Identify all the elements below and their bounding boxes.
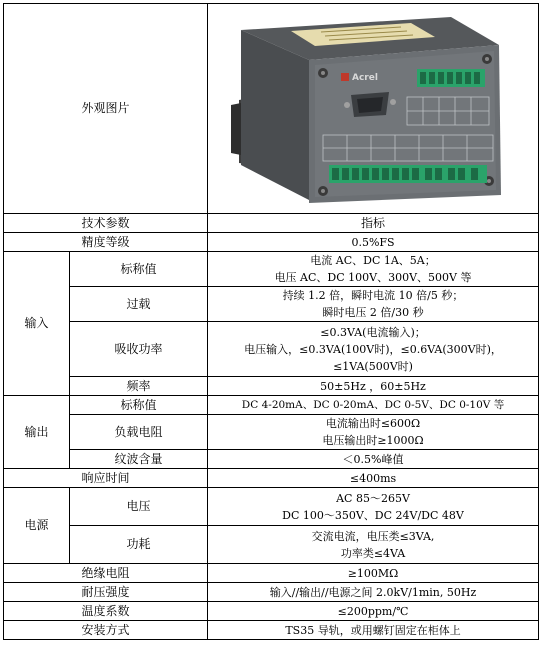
supply-group-label: 电源 [4, 488, 70, 564]
row-withstand [4, 583, 539, 602]
row-photo [4, 4, 539, 214]
row-accuracy [4, 233, 539, 252]
insulation-value: ≥100MΩ [208, 564, 539, 583]
input-overload-label: 过载 [70, 287, 208, 322]
device-image [211, 5, 536, 212]
input-power-line1: ≤0.3VA(电流输入)； [320, 325, 426, 339]
row-temp [4, 602, 539, 621]
input-power-value [208, 322, 539, 377]
row-supply-consumption [4, 526, 539, 564]
output-ripple-value: ＜0.5%峰值 [208, 450, 539, 469]
row-mounting [4, 621, 539, 640]
input-nominal-line2: 电压 AC、DC 100V、300V、500V 等 [274, 271, 472, 284]
output-load-line1: 电流输出时≤600Ω [325, 417, 421, 430]
output-ripple-label: 纹波含量 [70, 450, 208, 469]
accuracy-value: 0.5%FS [208, 233, 539, 252]
header-spec: 指标 [208, 214, 539, 233]
product-photo-cell [208, 4, 539, 214]
supply-voltage-value [208, 488, 539, 526]
temp-value: ≤200ppm/℃ [208, 602, 539, 621]
row-output-nominal [4, 396, 539, 415]
product-photo [211, 5, 536, 212]
response-label: 响应时间 [4, 469, 208, 488]
row-response [4, 469, 539, 488]
row-output-load [4, 415, 539, 450]
row-input-power [4, 322, 539, 377]
input-nominal-line1: 电流 AC、DC 1A、5A； [310, 254, 436, 267]
insulation-label: 绝缘电阻 [4, 564, 208, 583]
row-insulation [4, 564, 539, 583]
temp-label: 温度系数 [4, 602, 208, 621]
input-overload-line2: 瞬时电压 2 倍/30 秒 [322, 306, 424, 319]
supply-voltage-label: 电压 [70, 488, 208, 526]
row-input-nominal [4, 252, 539, 287]
accuracy-label: 精度等级 [4, 233, 208, 252]
supply-voltage-line1: AC 85～265V [336, 491, 410, 505]
input-frequency-label: 频率 [70, 377, 208, 396]
output-load-line2: 电压输出时≥1000Ω [322, 434, 424, 447]
output-group-label: 输出 [4, 396, 70, 469]
withstand-value: 输入//输出//电源之间 2.0kV/1min, 50Hz [208, 583, 539, 602]
input-frequency-value: 50±5Hz ，60±5Hz [208, 377, 539, 396]
header-param: 技术参数 [4, 214, 208, 233]
spec-table [3, 3, 539, 640]
input-power-line2: 电压输入，≤0.3VA(100V时)，≤0.6VA(300V时)， [244, 342, 502, 356]
supply-consumption-line2: 功率类≤4VA [340, 546, 406, 560]
input-power-label: 吸收功率 [70, 322, 208, 377]
response-value: ≤400ms [208, 469, 539, 488]
photo-label: 外观图片 [4, 4, 208, 214]
input-nominal-label: 标称值 [70, 252, 208, 287]
row-input-frequency [4, 377, 539, 396]
supply-consumption-value [208, 526, 539, 564]
output-nominal-label: 标称值 [70, 396, 208, 415]
supply-consumption-label: 功耗 [70, 526, 208, 564]
supply-consumption-line1: 交流电流，电压类≤3VA, [311, 529, 435, 543]
output-nominal-value: DC 4-20mA、DC 0-20mA、DC 0-5V、DC 0-10V 等 [208, 396, 539, 415]
row-header [4, 214, 539, 233]
input-overload-line1: 持续 1.2 倍，瞬时电流 10 倍/5 秒； [282, 289, 464, 302]
input-power-line3: ≤1VA(500V时) [333, 359, 413, 373]
supply-voltage-line2: DC 100～350V、DC 24V/DC 48V [282, 508, 464, 522]
row-supply-voltage [4, 488, 539, 526]
output-load-value [208, 415, 539, 450]
input-overload-value [208, 287, 539, 322]
output-load-label: 负载电阻 [70, 415, 208, 450]
mounting-value: TS35 导轨，或用螺钉固定在柜体上 [208, 621, 539, 640]
mounting-label: 安装方式 [4, 621, 208, 640]
row-input-overload [4, 287, 539, 322]
withstand-label: 耐压强度 [4, 583, 208, 602]
row-output-ripple [4, 450, 539, 469]
brand-logo: Acrel [351, 73, 378, 83]
input-group-label: 输入 [4, 252, 70, 396]
input-nominal-value [208, 252, 539, 287]
